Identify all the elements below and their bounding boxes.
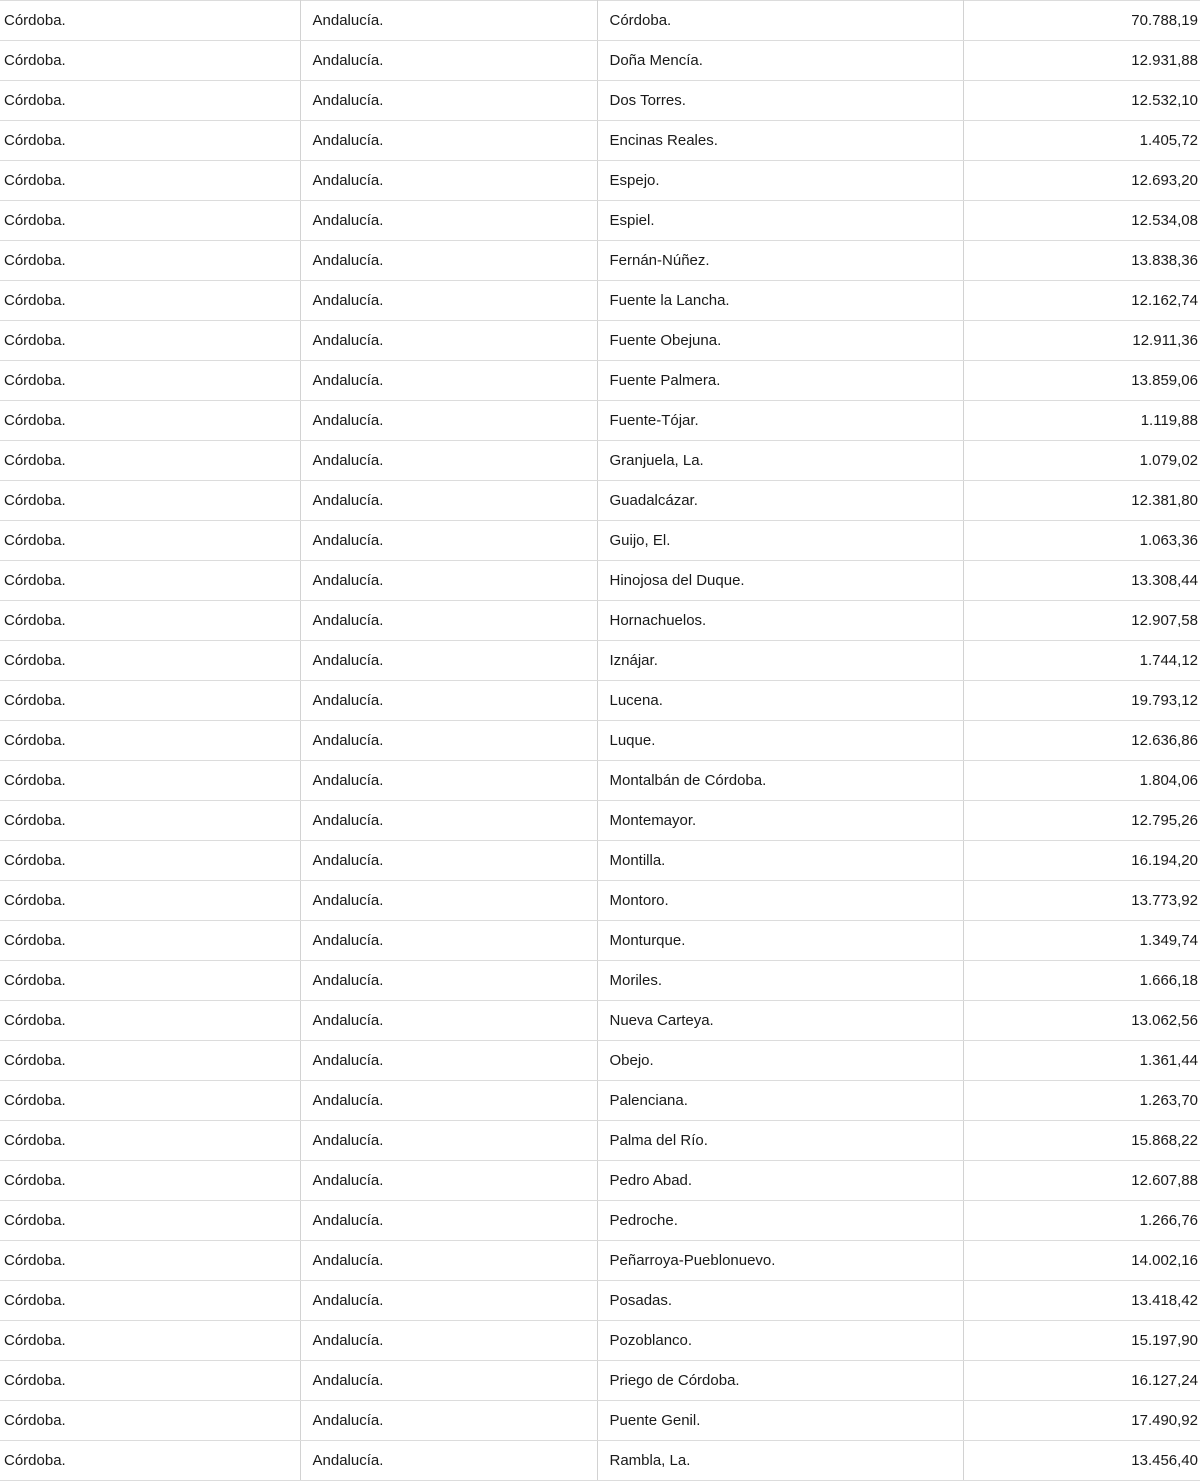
table-cell-value: 1.266,76 [963,1201,1200,1241]
table-cell-municipality: Montoro. [597,881,963,921]
table-cell-region: Andalucía. [300,1001,597,1041]
table-cell-value: 14.002,16 [963,1241,1200,1281]
table-cell-value: 16.194,20 [963,841,1200,881]
table-cell-municipality: Palma del Río. [597,1121,963,1161]
table-cell-province: Córdoba. [0,601,300,641]
table-cell-municipality: Hinojosa del Duque. [597,561,963,601]
table-cell-province: Córdoba. [0,521,300,561]
table-cell-value: 1.079,02 [963,441,1200,481]
table-cell-value: 1.349,74 [963,921,1200,961]
table-row [0,961,1200,1001]
table-cell-province: Córdoba. [0,1,300,41]
table-cell-value: 70.788,19 [963,1,1200,41]
table-cell-region: Andalucía. [300,561,597,601]
table-cell-region: Andalucía. [300,1,597,41]
table-cell-region: Andalucía. [300,721,597,761]
table-cell-region: Andalucía. [300,601,597,641]
table-cell-municipality: Obejo. [597,1041,963,1081]
table-cell-region: Andalucía. [300,1081,597,1121]
table-cell-province: Córdoba. [0,1201,300,1241]
table-cell-municipality: Luque. [597,721,963,761]
table-cell-value: 13.859,06 [963,361,1200,401]
table-cell-municipality: Fuente Obejuna. [597,321,963,361]
table-row [0,1001,1200,1041]
table-cell-region: Andalucía. [300,41,597,81]
table-cell-region: Andalucía. [300,1241,597,1281]
table-row [0,1281,1200,1321]
table-cell-value: 12.607,88 [963,1161,1200,1201]
table-row [0,881,1200,921]
table-cell-value: 13.418,42 [963,1281,1200,1321]
table-cell-municipality: Fuente-Tójar. [597,401,963,441]
table-cell-municipality: Espiel. [597,201,963,241]
table-cell-province: Córdoba. [0,41,300,81]
table-cell-province: Córdoba. [0,441,300,481]
table-cell-region: Andalucía. [300,1041,597,1081]
table-cell-value: 1.119,88 [963,401,1200,441]
table-cell-province: Córdoba. [0,1321,300,1361]
table-row [0,1361,1200,1401]
table-row [0,641,1200,681]
table-row [0,761,1200,801]
table-cell-province: Córdoba. [0,761,300,801]
table-row [0,841,1200,881]
table-cell-value: 12.636,86 [963,721,1200,761]
table-cell-municipality: Córdoba. [597,1,963,41]
table-cell-province: Córdoba. [0,681,300,721]
table-cell-municipality: Fernán-Núñez. [597,241,963,281]
table-row [0,601,1200,641]
table-cell-province: Córdoba. [0,1401,300,1441]
table-cell-value: 13.773,92 [963,881,1200,921]
table-row [0,361,1200,401]
table-cell-region: Andalucía. [300,521,597,561]
table-cell-value: 1.361,44 [963,1041,1200,1081]
table-cell-region: Andalucía. [300,881,597,921]
table-cell-value: 12.693,20 [963,161,1200,201]
table-cell-province: Córdoba. [0,561,300,601]
table-row [0,1321,1200,1361]
table-row [0,561,1200,601]
table-body [0,1,1200,1481]
table-cell-region: Andalucía. [300,281,597,321]
table-row [0,1121,1200,1161]
table-cell-municipality: Puente Genil. [597,1401,963,1441]
table-cell-province: Córdoba. [0,1081,300,1121]
table-cell-region: Andalucía. [300,441,597,481]
table-cell-province: Córdoba. [0,481,300,521]
table-row [0,41,1200,81]
table-cell-municipality: Posadas. [597,1281,963,1321]
table-cell-value: 13.308,44 [963,561,1200,601]
table-row [0,441,1200,481]
table-cell-province: Córdoba. [0,121,300,161]
table-cell-municipality: Nueva Carteya. [597,1001,963,1041]
table-cell-region: Andalucía. [300,801,597,841]
table-cell-province: Córdoba. [0,161,300,201]
table-cell-municipality: Fuente Palmera. [597,361,963,401]
table-cell-value: 15.197,90 [963,1321,1200,1361]
table-cell-province: Córdoba. [0,1241,300,1281]
table-cell-value: 12.911,36 [963,321,1200,361]
table-cell-region: Andalucía. [300,681,597,721]
table-cell-region: Andalucía. [300,1161,597,1201]
table-row [0,1401,1200,1441]
table-cell-municipality: Monturque. [597,921,963,961]
table-cell-value: 12.381,80 [963,481,1200,521]
table-cell-value: 12.795,26 [963,801,1200,841]
table-cell-value: 12.907,58 [963,601,1200,641]
table-cell-value: 12.534,08 [963,201,1200,241]
table-cell-province: Córdoba. [0,241,300,281]
table-cell-region: Andalucía. [300,1281,597,1321]
table-row [0,1201,1200,1241]
table-row [0,1161,1200,1201]
table-row [0,401,1200,441]
table-row [0,241,1200,281]
table-row [0,201,1200,241]
table-cell-municipality: Fuente la Lancha. [597,281,963,321]
table-cell-value: 1.804,06 [963,761,1200,801]
table-cell-region: Andalucía. [300,161,597,201]
table-cell-province: Córdoba. [0,1121,300,1161]
table-cell-value: 12.532,10 [963,81,1200,121]
table-cell-municipality: Guijo, El. [597,521,963,561]
table-cell-province: Córdoba. [0,1361,300,1401]
table-cell-municipality: Hornachuelos. [597,601,963,641]
table-cell-municipality: Montalbán de Córdoba. [597,761,963,801]
table-cell-value: 13.456,40 [963,1441,1200,1481]
table-cell-value: 17.490,92 [963,1401,1200,1441]
table-cell-municipality: Montilla. [597,841,963,881]
table-cell-province: Córdoba. [0,401,300,441]
table-cell-municipality: Espejo. [597,161,963,201]
table-cell-municipality: Dos Torres. [597,81,963,121]
table-cell-value: 12.162,74 [963,281,1200,321]
table-cell-municipality: Montemayor. [597,801,963,841]
table-cell-municipality: Palenciana. [597,1081,963,1121]
table-row [0,281,1200,321]
table-cell-region: Andalucía. [300,1121,597,1161]
table-cell-province: Córdoba. [0,81,300,121]
table-cell-province: Córdoba. [0,1001,300,1041]
table-cell-municipality: Peñarroya-Pueblonuevo. [597,1241,963,1281]
table-cell-municipality: Iznájar. [597,641,963,681]
table-row [0,1441,1200,1481]
table-cell-value: 1.063,36 [963,521,1200,561]
table-row [0,121,1200,161]
table-cell-value: 12.931,88 [963,41,1200,81]
table-cell-region: Andalucía. [300,1401,597,1441]
table-cell-value: 16.127,24 [963,1361,1200,1401]
table-row [0,921,1200,961]
table-cell-region: Andalucía. [300,401,597,441]
table-cell-region: Andalucía. [300,81,597,121]
table-cell-value: 1.744,12 [963,641,1200,681]
table-cell-municipality: Granjuela, La. [597,441,963,481]
table-cell-value: 1.405,72 [963,121,1200,161]
table-cell-region: Andalucía. [300,241,597,281]
table-cell-municipality: Rambla, La. [597,1441,963,1481]
table-cell-region: Andalucía. [300,1441,597,1481]
table-cell-region: Andalucía. [300,1321,597,1361]
table-cell-value: 1.263,70 [963,1081,1200,1121]
table-cell-province: Córdoba. [0,841,300,881]
table-cell-municipality: Encinas Reales. [597,121,963,161]
table-row [0,321,1200,361]
table-cell-province: Córdoba. [0,1441,300,1481]
table-cell-municipality: Pedro Abad. [597,1161,963,1201]
table-cell-region: Andalucía. [300,201,597,241]
table-cell-province: Córdoba. [0,921,300,961]
table-cell-province: Córdoba. [0,641,300,681]
table-row [0,81,1200,121]
table-cell-value: 19.793,12 [963,681,1200,721]
table-cell-province: Córdoba. [0,881,300,921]
table-cell-value: 13.838,36 [963,241,1200,281]
table-cell-province: Córdoba. [0,1041,300,1081]
table-cell-province: Córdoba. [0,201,300,241]
table-cell-region: Andalucía. [300,841,597,881]
table-cell-municipality: Pozoblanco. [597,1321,963,1361]
table-row [0,521,1200,561]
table-cell-region: Andalucía. [300,361,597,401]
table-row [0,681,1200,721]
table-row [0,801,1200,841]
table-row [0,1041,1200,1081]
table-cell-province: Córdoba. [0,801,300,841]
table-row [0,1081,1200,1121]
table-cell-municipality: Lucena. [597,681,963,721]
table-row [0,481,1200,521]
table-cell-region: Andalucía. [300,961,597,1001]
table-cell-municipality: Priego de Córdoba. [597,1361,963,1401]
table-cell-region: Andalucía. [300,921,597,961]
table-cell-value: 15.868,22 [963,1121,1200,1161]
table-cell-province: Córdoba. [0,361,300,401]
table-cell-region: Andalucía. [300,321,597,361]
table-cell-region: Andalucía. [300,761,597,801]
table-cell-province: Córdoba. [0,1161,300,1201]
table-cell-region: Andalucía. [300,641,597,681]
table-cell-region: Andalucía. [300,121,597,161]
table-cell-value: 1.666,18 [963,961,1200,1001]
table-cell-province: Córdoba. [0,321,300,361]
table-cell-region: Andalucía. [300,481,597,521]
table-cell-municipality: Moriles. [597,961,963,1001]
table-cell-province: Córdoba. [0,961,300,1001]
table-cell-municipality: Pedroche. [597,1201,963,1241]
table-row [0,721,1200,761]
table-cell-province: Córdoba. [0,721,300,761]
table-row [0,1,1200,41]
table-cell-region: Andalucía. [300,1361,597,1401]
table-cell-province: Córdoba. [0,1281,300,1321]
table-row [0,161,1200,201]
table-row [0,1241,1200,1281]
table-cell-municipality: Guadalcázar. [597,481,963,521]
table-cell-province: Córdoba. [0,281,300,321]
table-cell-municipality: Doña Mencía. [597,41,963,81]
table-cell-region: Andalucía. [300,1201,597,1241]
table-cell-value: 13.062,56 [963,1001,1200,1041]
